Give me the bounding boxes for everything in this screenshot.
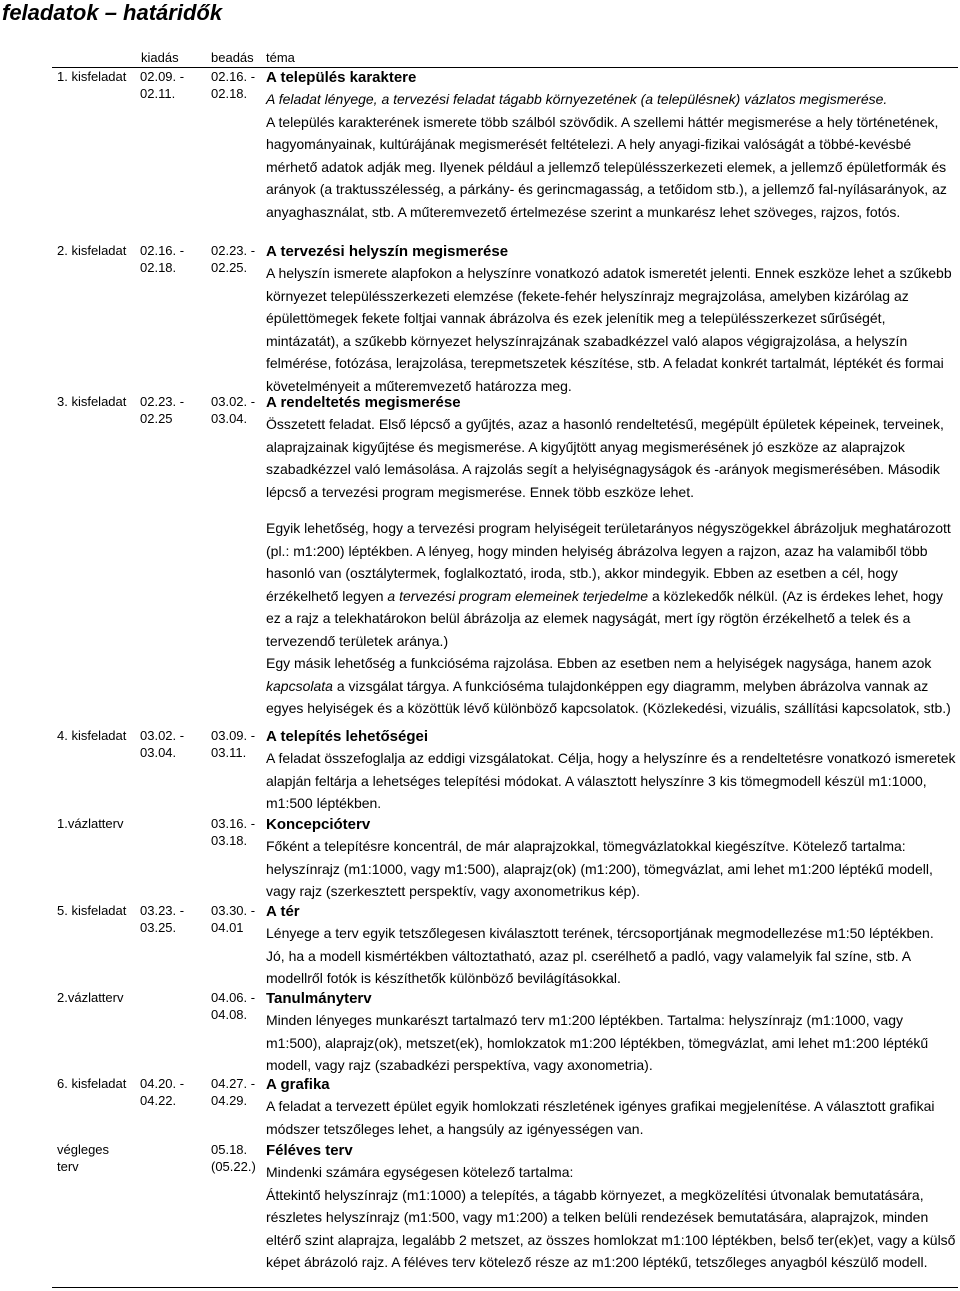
section-tanulmanyterv xyxy=(266,989,956,1077)
section-a-ter xyxy=(266,902,956,990)
section-koncepcioterv xyxy=(266,815,956,903)
section-body: Egy másik lehetőség a funkcióséma rajzolása. Ebben az esetben nem a helyiségek nagysága, hanem azok kapcsolata a vizsgálat tárgya. A funkcióséma tulajdonképpen egy diagramm, melyben ábrázolva vannak az egyes helyiségek és a közöttük lévő különböző kapcsolatok. (Közlekedési, vizuális, szállítási kapcsolatok, stb.) xyxy=(266,655,951,716)
section-body: A helyszín ismerete alapfokon a helyszínre vonatkozó adatok ismeretét jelenti. Ennek eszköze lehet a szűkebb környezet településszerkezeti elemzése (fekete-fehér helyszínrajz megrajzolása, amelyben kizárólag az épülettömegek fekete foltjai vannak ábrázolva és ezek jelenítik meg a településszerkezet sűrűségét, mintázatát), a szűkebb környezet helyszínrajzának szabadkézzel való alapos végigrajzolása, a helyszín felmérése, fotózása, lerajzolása, terepmetszetek készítése, stb. A feladat konkrét tartalmát, léptékét és formai követelményeit a műteremvezető határozza meg. xyxy=(266,265,952,394)
section-body: Áttekintő helyszínrajz (m1:1000) a telepítés, a tágabb környezet, a megközelítési útvonalak bemutatására, részletes helyszínrajz (m1:500, vagy m1:200) a telken belüli rendezések bemutatására, alaprajzok, minden eltérő szint alaprajza, legalább 2 metszet, az összes homlokzat m1:100 léptékben, belső ter(ek)et, vagy a külső képet ábrázoló rajz. A féléves terv kötelező része az m1:200 léptékű, tetszőleges anyagból készülő modell. xyxy=(266,1186,956,1270)
section-heading: A rendeltetés megismerése xyxy=(266,394,461,411)
kiadas-date: 04.20. - 04.22. xyxy=(140,1076,185,1108)
beadas-date: 02.23. - 02.25. xyxy=(211,243,256,275)
row-label: 5. kisfeladat xyxy=(57,903,127,918)
section-heading: A tér xyxy=(266,903,300,920)
section-body: Összetett feladat. Első lépcső a gyűjtés, azaz a hasonló rendeltetésű, megépült épületek képeinek, terveinek, alaprajzainak kigyűjtése és megismerése. A kigyűjtött anyag megismerésének jó eszköze az alaprajzok szabadkézzel való lemásolása. A rajzolás segít a helyiségnagyságok és -arányok megismerésében. Második lépcső a tervezési program megismerése. Ennek több eszköze lehet. xyxy=(266,416,944,500)
section-grafika xyxy=(266,1075,956,1140)
beadas-date: 03.30. - 04.01 xyxy=(211,903,256,935)
section-heading: A település karaktere xyxy=(266,69,417,86)
section-body: Lényege a terv egyik tetszőlegesen kiválasztott terének, tércsoportjának megmodellezése m1:50 léptékben. Jó, ha a modell kismértékben változtatható, azaz pl. cserélhető a padló, vagy valamelyik fal színe, stb. A modellről fotók is készíthetők különböző bevilágításokkal. xyxy=(266,925,934,986)
section-heading: A tervezési helyszín megismerése xyxy=(266,243,509,260)
section-rendeltetes xyxy=(266,393,956,720)
page-title: feladatok – határidők xyxy=(2,0,223,25)
column-header-tema: téma xyxy=(266,50,295,65)
section-body: Főként a telepítésre koncentrál, de már alaprajzokkal, tömegvázlatokkal kiegészítve. Kötelező tartalma: helyszínrajz (m1:1000, vagy m1:500), alaprajz(ok) (m1:200), tömegvázlat, ami lehet m1:200 léptékű modell, vagy rajz (szerkesztett perspektív, vagy axonometrikus kép). xyxy=(266,838,933,899)
row-label: 6. kisfeladat xyxy=(57,1076,127,1091)
section-body: Egyik lehetőség, hogy a tervezési program helyiségeit területarányos négyszögekkel ábrázoljuk meghatározott (pl.: m1:200) léptékben. A lényeg, hogy minden helyiség ábrázolva legyen a rajzon, azaz ha valamiből több hasonló van (osztálytermek, foglalkoztató, iroda, stb.), akkor mindegyik. Ebben az esetben a cél, hogy érzékelhető legyen a tervezési program elemeinek terjedelme a közlekedők nélkül. (Az is érdekes lehet, hogy ez a rajz a telekhatárokon belül ábrázolja az elemek nagyságát, mert így rögtön érzékelhető a telek és a tervezendő területek aránya.) xyxy=(266,520,951,649)
column-header-beadas: beadás xyxy=(211,50,254,65)
section-heading: A telepítés lehetőségei xyxy=(266,728,428,745)
beadas-date: 04.27. - 04.29. xyxy=(211,1076,256,1108)
column-header-kiadas: kiadás xyxy=(141,50,179,65)
row-label: 3. kisfeladat xyxy=(57,394,127,409)
beadas-date: 03.16. - 03.18. xyxy=(211,816,256,848)
section-telepules-karaktere xyxy=(266,68,956,223)
section-heading: A grafika xyxy=(266,1076,330,1093)
section-feleves-terv xyxy=(266,1141,956,1274)
section-body: Minden lényeges munkarészt tartalmazó terv m1:200 léptékben. Tartalma: helyszínrajz (m1:1000, vagy m1:500), alaprajz(ok), metszet(ek), homlokzatok m1:200 léptékben, tömegvázlat, ami lehet m1:200 léptékű modell, vagy rajz (szabadkézi perspektíva, vagy axonometria). xyxy=(266,1012,929,1073)
section-body: A feladat a tervezett épület egyik homlokzati részletének igényes grafikai megjelenítése. A választott grafikai módszer tetszőleges lehet, a hangsúly az igényességen van. xyxy=(266,1098,935,1137)
section-body: A település karakterének ismerete több szálból szövődik. A szellemi háttér megismerése a hely történetének, hagyományainak, kultúrájának megismerését feltételezi. A hely anyagi-fizikai valóságát a többé-kevésbé mérhető adatok adják meg. Ilyenek például a jellemző településszerkezeti elemek, a jellemző épületformák és arányok (a traktusszélesség, a párkány- és gerincmagasság, a tetőidom stb.), a jellemző fal-nyílásarányok, az anyaghasználat, stb. A műteremvezető értelmezése szerint a munkarész lehet szöveges, rajzos, fotós. xyxy=(266,113,947,220)
kiadas-date: 02.23. - 02.25 xyxy=(140,394,185,426)
beadas-date: 02.16. - 02.18. xyxy=(211,69,256,101)
row-label: 1.vázlatterv xyxy=(57,816,124,831)
beadas-date: 05.18. (05.22.) xyxy=(211,1142,256,1174)
section-telepites xyxy=(266,727,956,815)
section-heading: Koncepcióterv xyxy=(266,816,371,833)
row-label: 2.vázlatterv xyxy=(57,990,124,1005)
section-intro: A feladat lényege, a tervezési feladat tágabb környezetének (a településnek) vázlatos megismerése. xyxy=(266,91,888,107)
kiadas-date: 02.09. - 02.11. xyxy=(140,69,185,101)
section-heading: Tanulmányterv xyxy=(266,990,372,1007)
beadas-date: 03.09. - 03.11. xyxy=(211,728,256,760)
section-heading: Féléves terv xyxy=(266,1142,353,1159)
beadas-date: 03.02. - 03.04. xyxy=(211,394,256,426)
table-bottom-rule xyxy=(52,1287,958,1288)
row-label: 2. kisfeladat xyxy=(57,243,127,258)
row-label: 4. kisfeladat xyxy=(57,728,127,743)
beadas-date: 04.06. - 04.08. xyxy=(211,990,256,1022)
kiadas-date: 03.02. - 03.04. xyxy=(140,728,185,760)
row-label: végleges terv xyxy=(57,1142,110,1174)
section-tervezesi-helyszin xyxy=(266,242,956,397)
kiadas-date: 02.16. - 02.18. xyxy=(140,243,185,275)
section-body: A feladat összefoglalja az eddigi vizsgálatokat. Célja, hogy a helyszínre és a rendeltetésre vonatkozó ismeretek alapján feltárja a lehetséges telepítési módokat. A választott helyszínre 3 kis tömegmodell készül m1:1000, m1:500 léptékben. xyxy=(266,750,956,811)
row-label: 1. kisfeladat xyxy=(57,69,127,84)
kiadas-date: 03.23. - 03.25. xyxy=(140,903,185,935)
section-body: Mindenki számára egységesen kötelező tartalma: xyxy=(266,1164,574,1180)
